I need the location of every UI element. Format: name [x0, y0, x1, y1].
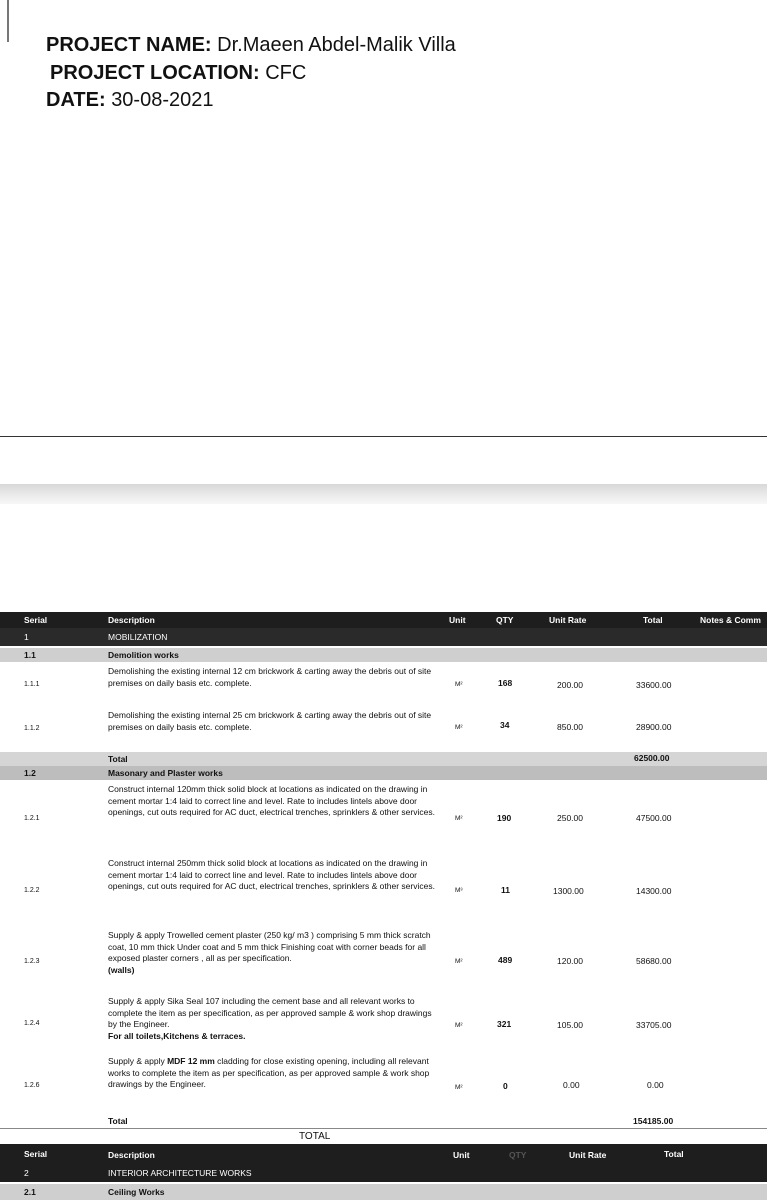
- row-description: Supply & apply Sika Seal 107 including the cement base and all relevant works to complete the item as per specification, as per approved sample & work shop drawings by the Engineer.: [108, 996, 432, 1029]
- row-unit: M²: [455, 681, 463, 688]
- row-qty: 190: [497, 813, 512, 823]
- subsection-title: Masonary and Plaster works: [108, 768, 223, 778]
- text-cursor: [7, 0, 9, 42]
- row-description: Construct internal 120mm thick solid block at locations as indicated on the drawing in cement mortar 1:4 laid to correct line and level. Rate to includes lintels above door openings, cut outs required for AC duct, electrical trenches, sprinklers & other services.: [108, 784, 435, 817]
- subsection-serial: 1.1: [24, 650, 36, 660]
- col-serial: Serial: [24, 615, 48, 625]
- page-divider: [0, 436, 767, 437]
- row-rate: 105.00: [557, 1020, 583, 1030]
- table-header-row-2: [0, 1144, 767, 1164]
- col-description: Description: [108, 1150, 155, 1160]
- row-description: Construct internal 250mm thick solid block at locations as indicated on the drawing in cement mortar 1:4 laid to correct line and level. Rate to includes lintels above door openings, cut outs required for AC duct, electrical trenches, sprinklers & other services.: [108, 858, 435, 891]
- subtotal-label: Total: [108, 1116, 128, 1126]
- subtotal-value: 62500.00: [634, 753, 670, 763]
- date-value: 30-08-2021: [111, 89, 214, 111]
- row-serial: 1.2.3: [24, 958, 40, 965]
- col-unit: Unit: [453, 1150, 470, 1160]
- row-rate: 1300.00: [553, 886, 584, 896]
- project-name-line: [46, 34, 456, 57]
- row-description-bold: MDF 12 mm: [167, 1056, 215, 1066]
- row-qty: 0: [503, 1081, 508, 1091]
- row-qty: 168: [498, 678, 513, 688]
- row-rate: 200.00: [557, 680, 583, 690]
- table-row: [0, 856, 767, 926]
- row-description-pre: Supply & apply: [108, 1056, 168, 1066]
- row-description: Supply & apply Trowelled cement plaster (250 kg/ m3 ) comprising 5 mm thick scratch coat, 10 mm thick Under coat and 5 mm thick Finishing coat with corner beads for all exposed plaster corners , all as per specification.: [108, 930, 431, 963]
- table-row: [0, 782, 767, 852]
- col-unit: Unit: [449, 615, 466, 625]
- row-qty: 11: [501, 885, 510, 895]
- project-location-value: CFC: [265, 62, 307, 84]
- row-serial: 1.2.4: [24, 1020, 40, 1027]
- row-qty: 34: [500, 720, 510, 730]
- grand-total-label: TOTAL: [299, 1131, 331, 1142]
- subsection-serial: 2.1: [24, 1187, 36, 1197]
- table-row: [0, 708, 767, 738]
- row-description: Demolishing the existing internal 25 cm brickwork & carting away the debris out of site premises on daily basis etc. complete.: [108, 710, 432, 732]
- subtotal-row: [0, 1114, 767, 1128]
- project-location-label: PROJECT LOCATION:: [50, 62, 260, 84]
- row-description: Demolishing the existing internal 12 cm brickwork & carting away the debris out of site premises on daily basis etc. complete.: [108, 666, 432, 688]
- col-serial: Serial: [24, 1149, 48, 1159]
- subtotal-row: [0, 752, 767, 766]
- row-total: 58680.00: [636, 956, 672, 966]
- row-unit: M²: [455, 1022, 463, 1029]
- table-row: [0, 1056, 767, 1112]
- section-row: [0, 1164, 767, 1182]
- project-name-value: Dr.Maeen Abdel-Malik Villa: [217, 34, 456, 56]
- page-gap: [0, 484, 767, 504]
- row-rate: 250.00: [557, 813, 583, 823]
- row-total: 33600.00: [636, 680, 672, 690]
- row-unit: M²: [455, 958, 463, 965]
- section-title: INTERIOR ARCHITECTURE WORKS: [108, 1168, 252, 1178]
- date-label: DATE:: [46, 89, 106, 111]
- row-total: 28900.00: [636, 722, 672, 732]
- col-total: Total: [643, 615, 663, 625]
- row-rate: 0.00: [563, 1080, 580, 1090]
- subtotal-value: 154185.00: [633, 1116, 674, 1126]
- row-unit: M²: [455, 1084, 463, 1091]
- col-description: Description: [108, 615, 155, 625]
- project-location-line: [50, 62, 306, 85]
- row-serial: 1.2.2: [24, 887, 40, 894]
- table-row: [0, 996, 767, 1052]
- subsection-serial: 1.2: [24, 768, 36, 778]
- subsection-row: [0, 648, 767, 662]
- col-qty: QTY: [509, 1150, 527, 1160]
- project-name-label: PROJECT NAME:: [46, 34, 212, 56]
- row-unit: M²: [455, 815, 463, 822]
- row-description: [108, 1056, 438, 1091]
- row-description-post: cladding for close existing opening, including all relevant works to complete the item as per specification, as per approved sample & work shop drawings by the Engineer.: [108, 1056, 430, 1089]
- row-serial: 1.2.1: [24, 815, 40, 822]
- row-serial: 1.2.6: [24, 1082, 40, 1089]
- row-serial: 1.1.1: [24, 681, 40, 688]
- col-total: Total: [664, 1149, 684, 1159]
- row-description-note: For all toilets,Kitchens & terraces.: [108, 1030, 246, 1041]
- col-notes: Notes & Comm: [700, 615, 761, 625]
- table-row: [0, 930, 767, 988]
- table-row: [0, 664, 767, 698]
- row-total: 14300.00: [636, 886, 672, 896]
- row-qty: 321: [497, 1019, 512, 1029]
- table-header-row: [0, 612, 767, 628]
- section-row: [0, 628, 767, 646]
- row-rate: 120.00: [557, 956, 583, 966]
- subsection-row: [0, 1184, 767, 1200]
- col-qty: QTY: [496, 615, 514, 625]
- section-serial: 2: [24, 1168, 29, 1178]
- subsection-row: [0, 766, 767, 780]
- row-unit: M³: [455, 887, 463, 894]
- subtotal-label: Total: [108, 754, 128, 764]
- row-total: 47500.00: [636, 813, 672, 823]
- row-qty: 489: [498, 955, 513, 965]
- row-serial: 1.1.2: [24, 725, 40, 732]
- row-total: 0.00: [647, 1080, 664, 1090]
- subsection-title: Demolition works: [108, 650, 179, 660]
- grand-total-row: [0, 1128, 767, 1143]
- col-unit-rate: Unit Rate: [549, 615, 587, 625]
- row-rate: 850.00: [557, 722, 583, 732]
- subsection-title: Ceiling Works: [108, 1187, 165, 1197]
- section-title: MOBILIZATION: [108, 632, 168, 642]
- row-description-note: (walls): [108, 964, 135, 975]
- col-unit-rate: Unit Rate: [569, 1150, 607, 1160]
- row-unit: M²: [455, 724, 463, 731]
- section-serial: 1: [24, 632, 29, 642]
- row-total: 33705.00: [636, 1020, 672, 1030]
- date-line: [46, 89, 214, 112]
